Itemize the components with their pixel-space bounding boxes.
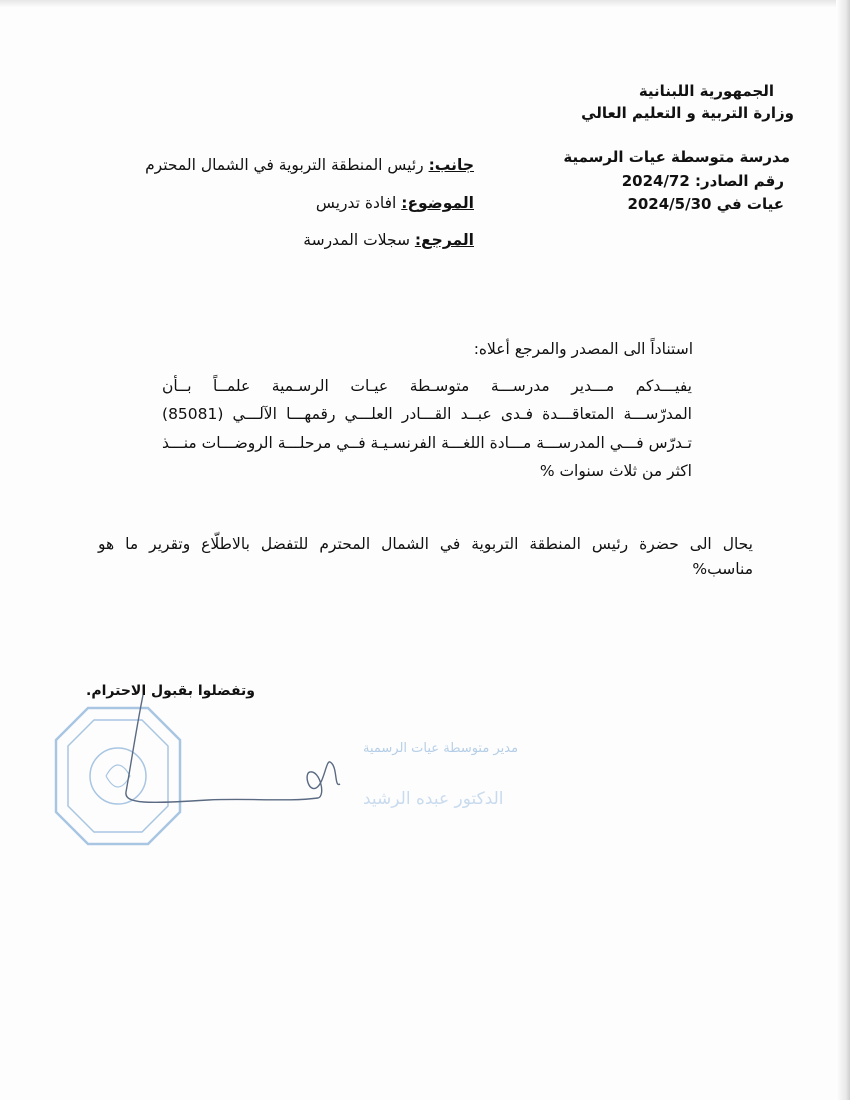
paragraph-line: المدرّســـة المتعاقـــدة فـدى عبــد القـــادر العلـــي رقمهـــا الآلـــي (85081) xyxy=(162,405,692,423)
paragraph-line: اكثر من ثلاث سنوات % xyxy=(539,462,692,480)
closing-line: وتفضلوا بقبول الاحترام. xyxy=(86,683,255,699)
scan-edge-top xyxy=(0,0,850,8)
intro-line: استناداً الى المصدر والمرجع أعلاه: xyxy=(473,340,693,358)
subject-label: الموضوع: xyxy=(401,194,474,212)
reference-label: المرجع: xyxy=(414,231,474,249)
issue-date: عيات في 2024/5/30 xyxy=(627,195,784,213)
referral-line: يحال الى حضرة رئيس المنطقة التربوية في الشمال المحترم للتفضل بالاطلّاع وتقرير ما هو xyxy=(98,535,753,553)
subject-value: افادة تدريس xyxy=(315,194,397,212)
to-row xyxy=(145,156,474,174)
stamp-text-line2: الدكتور عبده الرشيد xyxy=(363,789,504,809)
stamp-emblem xyxy=(90,748,146,804)
issue-number: رقم الصادر: 2024/72 xyxy=(621,172,784,190)
header-country: الجمهورية اللبنانية xyxy=(638,82,774,100)
header-ministry: وزارة التربية و التعليم العالي xyxy=(581,104,794,122)
signature-stroke xyxy=(126,695,340,802)
stamp-octagon-inner xyxy=(68,720,168,832)
stamp-text-line1: مدير متوسطة عيات الرسمية xyxy=(363,741,519,756)
stamp-octagon-outer xyxy=(56,708,180,844)
reference-row xyxy=(303,231,474,249)
school-name: مدرسة متوسطة عيات الرسمية xyxy=(563,148,790,166)
scan-edge-right xyxy=(836,0,850,1100)
stamp-emblem-leaf xyxy=(106,765,130,787)
paragraph-line: يفيـــدكم مـــدير مدرســـة متوسـطة عيـات الرسـمية علمــاً بــأن xyxy=(162,377,692,395)
official-stamp xyxy=(48,700,519,860)
subject-row xyxy=(316,194,474,212)
paragraph-line: تـدرّس فـــي المدرســـة مـــادة اللغـــة الفرنسـيـة فــي مرحلـــة الروضـــات منـــذ xyxy=(162,434,692,452)
referral-line: مناسب% xyxy=(692,560,753,578)
reference-value: سجلات المدرسة xyxy=(303,231,410,249)
to-label: جانب: xyxy=(428,156,474,174)
to-value: رئيس المنطقة التربوية في الشمال المحترم xyxy=(145,156,424,174)
